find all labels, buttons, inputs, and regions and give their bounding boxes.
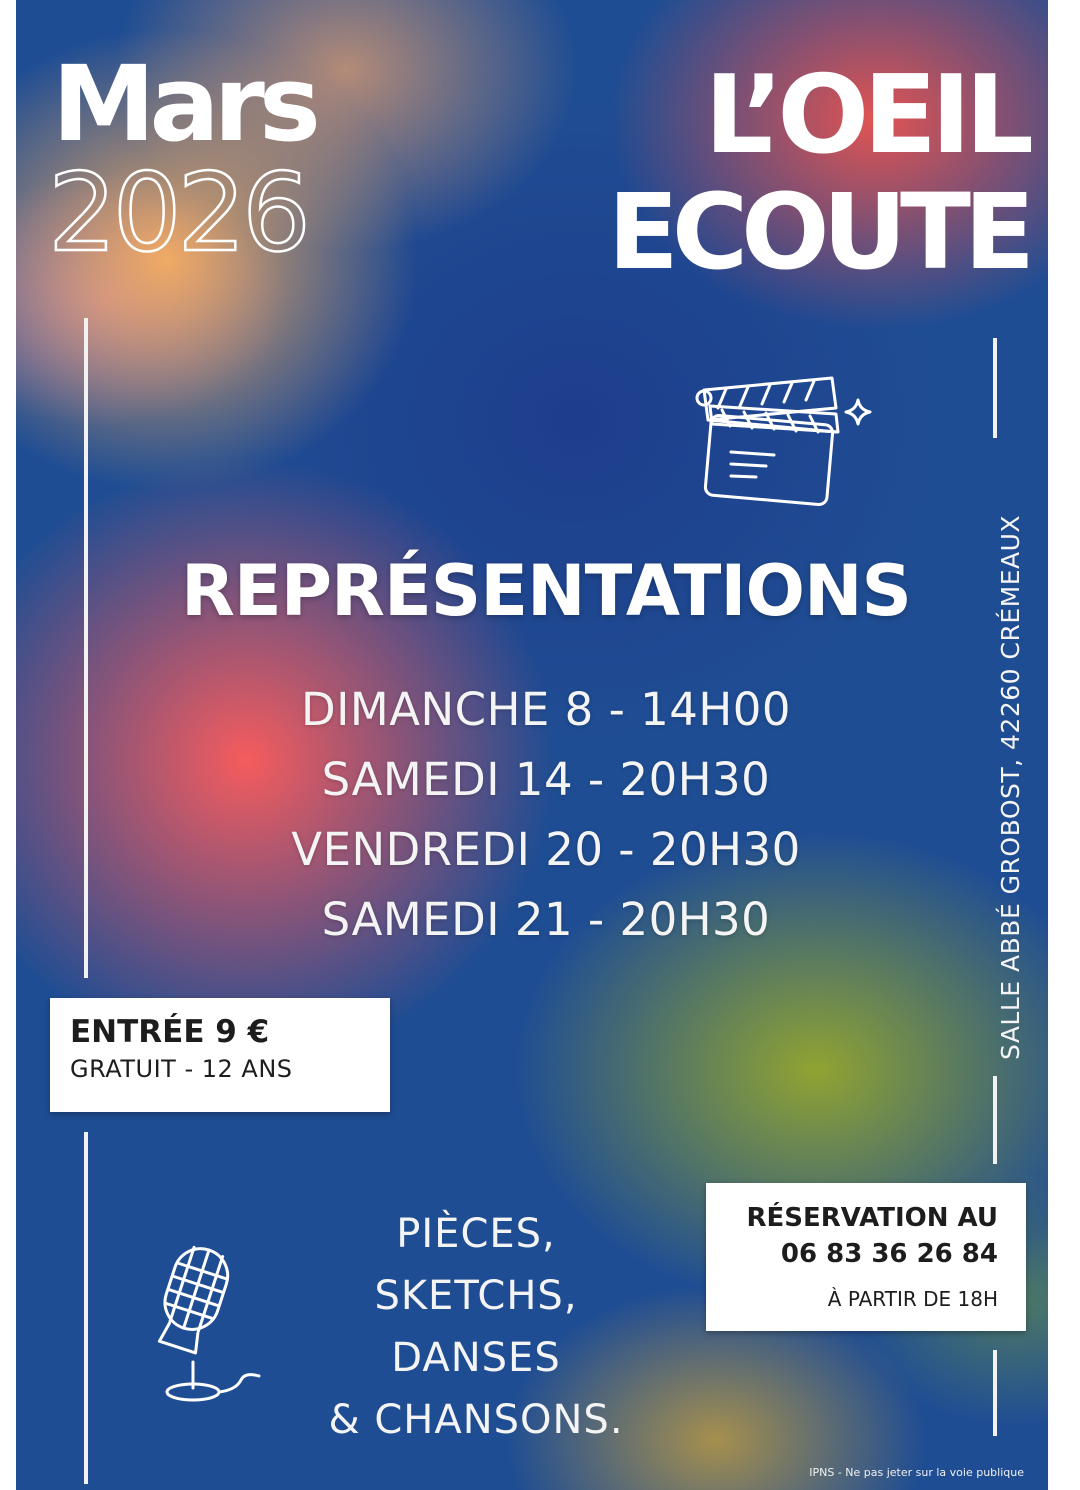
- year: 2026: [48, 151, 307, 276]
- free-admission-note: GRATUIT - 12 ANS: [70, 1055, 293, 1083]
- divider-right-top: [993, 338, 997, 438]
- activity-item: PIÈCES,: [396, 1211, 556, 1257]
- month: Mars: [52, 43, 315, 165]
- divider-right-bottom: [993, 1350, 997, 1436]
- title-line-2: ECOUTE: [607, 171, 1028, 293]
- reservation-phone: 06 83 36 26 84: [780, 1239, 998, 1269]
- legal-notice: IPNS - Ne pas jeter sur la voie publique: [809, 1466, 1024, 1479]
- reservation-hours: À PARTIR DE 18H: [827, 1287, 998, 1311]
- performance-date: DIMANCHE 8 - 14H00: [300, 683, 792, 736]
- performance-list: [16, 680, 1048, 960]
- microphone-icon: [141, 1240, 281, 1410]
- activity-item: DANSES: [391, 1335, 561, 1381]
- activity-item: & CHANSONS.: [328, 1397, 624, 1443]
- price-box: [50, 998, 390, 1112]
- performance-date: SAMEDI 21 - 20H30: [321, 893, 771, 946]
- divider-right-middle: [993, 1076, 997, 1164]
- clapperboard-icon: [686, 360, 886, 510]
- performances-heading: REPRÉSENTATIONS: [181, 550, 911, 632]
- poster: [16, 0, 1048, 1490]
- venue-address: SALLE ABBÉ GROBOST, 42260 CRÉMEAUX: [996, 514, 1025, 1060]
- activities-list: [266, 1203, 686, 1451]
- divider-left-bottom: [84, 1132, 88, 1484]
- activity-item: SKETCHS,: [374, 1273, 578, 1319]
- reservation-title: RÉSERVATION AU: [746, 1203, 998, 1233]
- title-line-1: L’OEIL: [704, 53, 1028, 178]
- performance-date: VENDREDI 20 - 20H30: [291, 823, 801, 876]
- performance-date: SAMEDI 14 - 20H30: [321, 753, 771, 806]
- reservation-box: [706, 1183, 1026, 1331]
- entry-price: ENTRÉE 9 €: [70, 1014, 270, 1050]
